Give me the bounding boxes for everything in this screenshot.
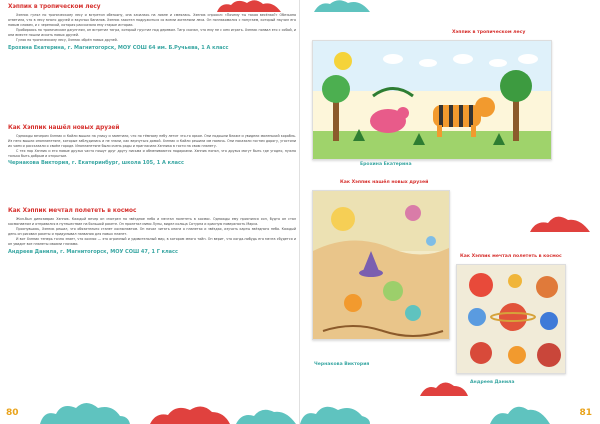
story-paragraph: Пробираясь по тропическим джунглям, он встретил тигра, который грустил под деревом. Тигр сказал, что ему не с кем играть. Хэппик позвал его с собой, и они вместе пошли искать новых друзей. bbox=[8, 28, 296, 38]
cloud-decoration bbox=[530, 210, 590, 232]
artwork-artist: Чернакова Виктория bbox=[314, 362, 370, 367]
cloud-decoration bbox=[314, 0, 374, 12]
page-number: 80 bbox=[6, 408, 19, 418]
drawing-image bbox=[313, 191, 450, 340]
story-3 bbox=[8, 208, 296, 255]
cloud-decoration bbox=[490, 400, 550, 424]
story-paragraph: Однажды вечером Хэппик и Кайли вышли на улицу и заметили, что по тёмному небу летит что-то яркое. Они подошли ближе и увидели маленький корабль. Из него вышли инопланетяне, которые заблудились и не знали, как вернуться домой. Хэппик и Кайли решили им помочь. Они показали гостям дорогу, угостили их чаем и рассказали о своём городе. Инопланетяне были очень рады и пригласили Хэппика в гости на свою планету. bbox=[8, 134, 296, 149]
artwork-artist: Андреев Данила bbox=[470, 380, 515, 385]
right-page bbox=[300, 0, 600, 424]
page-number: 81 bbox=[579, 408, 592, 418]
story-author: Андреев Данила, г. Магнитогорск, МОУ СОШ 47, 1 Г класс bbox=[8, 248, 178, 255]
artwork-caption: Хэппик в тропическом лесу bbox=[452, 30, 526, 35]
story-body bbox=[8, 13, 296, 44]
cloud-decoration bbox=[420, 376, 468, 396]
story-author: Ерохина Екатерина, г. Магнитогорск, МОУ СОШ 64 им. Б.Ручьева, 1 А класс bbox=[8, 44, 229, 51]
artwork-tropical-forest bbox=[312, 40, 552, 160]
story-body bbox=[8, 217, 296, 248]
drawing-image bbox=[313, 41, 552, 160]
artwork-space-dream bbox=[456, 264, 566, 374]
cloud-decoration bbox=[150, 400, 230, 424]
story-paragraph: С тех пор Хэппик и его новые друзья часто пишут друг другу письма и обмениваются подарками. Хэппик понял, что друзья могут быть где угодно, нужно только быть добрым и открытым. bbox=[8, 149, 296, 159]
artwork-caption: Как Хэппик нашёл новых друзей bbox=[340, 180, 429, 185]
story-author: Чернакова Виктория, г. Екатеринбург, школа 105, 1 А класс bbox=[8, 160, 184, 167]
cloud-decoration bbox=[236, 402, 296, 424]
story-1 bbox=[8, 4, 296, 51]
story-title: Как Хэппик нашёл новых друзей bbox=[8, 125, 120, 131]
artwork-caption: Как Хэппик мечтал полететь в космос bbox=[460, 254, 562, 259]
drawing-image bbox=[457, 265, 566, 374]
cloud-decoration bbox=[40, 396, 130, 424]
story-title: Как Хэппик мечтал полететь в космос bbox=[8, 208, 137, 214]
story-paragraph: Гуляя по тропическому лесу, Хэппик обрёл новых друзей. bbox=[16, 38, 118, 43]
artwork-artist: Ерохина Екатерина bbox=[360, 162, 412, 167]
story-body bbox=[8, 134, 296, 159]
story-title: Хэппик в тропическом лесу bbox=[8, 4, 101, 10]
story-paragraph: Жил-был динозаврик Хэппик. Каждый вечер он смотрел на звёздное небо и мечтал полететь в космос. Однажды ему приснился сон, будто он стал космонавтом и отправился в путешествие на большой ракете. Он пролетал мимо Луны, видел кольца Сатурна и красную поверхность Марса. bbox=[8, 217, 296, 227]
story-paragraph: И вот Хэппик теперь точно знает, что космос — это огромный и удивительный мир, в котором много тайн. Он верит, что когда-нибудь его мечта сбудется и он увидит все планеты своими глазами. bbox=[8, 237, 296, 247]
cloud-decoration bbox=[300, 398, 370, 424]
artwork-new-friends bbox=[312, 190, 450, 340]
story-paragraph: Хэппик гулял по тропическому лесу и встретил обезьяну, она качалась на лиане и смеялась. Хэппик спросил: «Почему ты такая весёлая?» Обезьяна ответила, что в лесу много друзей и вкусных бананов. Хэппик захотел подружиться со всеми жителями леса. Он познакомился с попугаем, который научил его новым словам, и с черепахой, которая рассказала ему старые истории. bbox=[8, 13, 296, 28]
story-paragraph: Проснувшись, Хэппик решил, что обязательно станет космонавтом. Он начал читать книги о планетах и звёздах, изучать карты звёздного неба. Каждый день он рисовал ракеты и придумывал названия для новых планет. bbox=[8, 227, 296, 237]
story-2 bbox=[8, 125, 296, 167]
